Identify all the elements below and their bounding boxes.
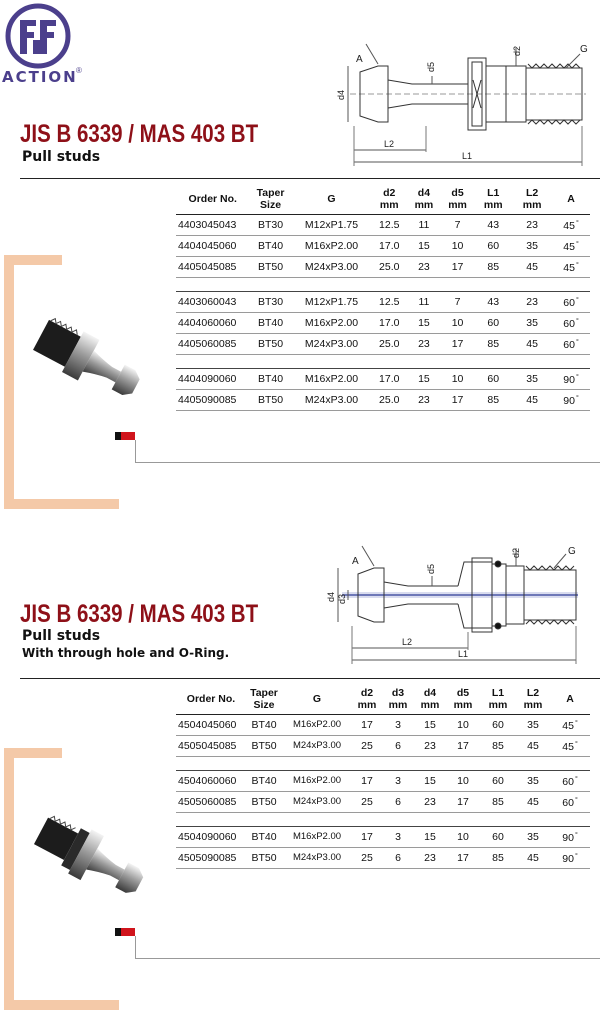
table-row [176, 214, 590, 235]
table-cell: 60° [550, 791, 590, 812]
table-cell: 45 [512, 333, 552, 354]
table-cell: 10 [446, 826, 480, 847]
table-cell: 90° [552, 368, 590, 389]
table-cell: 45 [516, 847, 550, 868]
table-row [176, 826, 590, 847]
table-cell: BT40 [246, 770, 282, 791]
group-separator [176, 756, 590, 770]
table-cell: 35 [512, 235, 552, 256]
table-header-row [176, 684, 590, 714]
section1-label-L1: L1 [462, 151, 473, 161]
section2-technical-drawing [322, 540, 582, 670]
section2-subtitle: Pull studs [22, 628, 101, 644]
table-cell: 45° [550, 714, 590, 735]
table-cell: 23 [512, 291, 552, 312]
table-cell: 85 [480, 791, 516, 812]
table-cell: 4504060060 [176, 770, 246, 791]
table-cell: 10 [441, 312, 475, 333]
degree-symbol: ° [575, 317, 579, 325]
table-cell: 17.0 [371, 235, 407, 256]
column-header: d2 mm [371, 184, 407, 214]
column-header: Order No. [176, 684, 246, 714]
table-cell: 25 [352, 791, 382, 812]
table-cell: 15 [414, 770, 446, 791]
table-cell: 60° [552, 312, 590, 333]
degree-symbol: ° [574, 775, 578, 783]
table-cell: 45 [512, 256, 552, 277]
section2-subtitle-detail: With through hole and O-Ring. [22, 646, 230, 660]
table-cell: M16xP2.00 [292, 235, 372, 256]
degree-symbol: ° [574, 831, 578, 839]
table-cell: 17 [441, 256, 475, 277]
table-cell: 45° [550, 735, 590, 756]
table-cell: 15 [407, 368, 441, 389]
table-cell: 4404090060 [176, 368, 250, 389]
table-cell: 43 [474, 214, 512, 235]
table-row [176, 312, 590, 333]
section1-bracket-bottom [4, 499, 119, 509]
table-cell: BT50 [250, 256, 292, 277]
table-cell: 85 [474, 389, 512, 410]
logo-registered-mark: ® [76, 66, 82, 75]
column-header: L2 mm [512, 184, 552, 214]
table-cell: BT50 [246, 847, 282, 868]
table-cell: 17 [446, 791, 480, 812]
table-cell: 17 [441, 333, 475, 354]
column-header: Taper Size [250, 184, 292, 214]
logo-wordmark: ACTION [2, 68, 78, 86]
table-cell: M24xP3.00 [282, 735, 352, 756]
section1-label-d5: d5 [426, 61, 436, 72]
section2-bracket-top [4, 748, 62, 758]
table-cell: M16xP2.00 [292, 368, 372, 389]
table-cell: 35 [512, 312, 552, 333]
table-cell: M12xP1.75 [292, 291, 372, 312]
degree-symbol: ° [574, 796, 578, 804]
section2-product-photo [28, 808, 158, 918]
section2-label-d3: d3 [337, 593, 347, 604]
table-cell: 15 [414, 826, 446, 847]
table-cell: 17 [352, 826, 382, 847]
table-cell: 4405090085 [176, 389, 250, 410]
table-cell: 10 [446, 714, 480, 735]
table-cell: 45° [552, 214, 590, 235]
column-header: d5 mm [446, 684, 480, 714]
table-cell: 4505045085 [176, 735, 246, 756]
section1-label-d2: d2 [512, 45, 522, 56]
table-cell: 60° [550, 770, 590, 791]
table-cell: 25.0 [371, 333, 407, 354]
table-cell: 7 [441, 214, 475, 235]
table-cell: BT40 [250, 312, 292, 333]
section1-label-d4: d4 [336, 89, 346, 100]
table-cell: 45 [516, 735, 550, 756]
column-header: G [282, 684, 352, 714]
table-cell: 90° [552, 389, 590, 410]
table-cell: 23 [407, 256, 441, 277]
table-cell: M16xP2.00 [282, 770, 352, 791]
table-cell: 35 [516, 714, 550, 735]
column-header: G [292, 184, 372, 214]
table-cell: BT40 [250, 235, 292, 256]
table-cell: 85 [480, 735, 516, 756]
table-cell: 17 [352, 714, 382, 735]
table-cell: M16xP2.00 [282, 714, 352, 735]
table-cell: 4405060085 [176, 333, 250, 354]
table-cell: BT30 [250, 291, 292, 312]
column-header: d4 mm [407, 184, 441, 214]
degree-symbol: ° [575, 338, 579, 346]
table-cell: 6 [382, 735, 414, 756]
section1-title: JIS B 6339 / MAS 403 BT [20, 120, 259, 148]
table-row [176, 333, 590, 354]
table-cell: 4504090060 [176, 826, 246, 847]
table-cell: 60 [480, 826, 516, 847]
column-header: L1 mm [474, 184, 512, 214]
column-header: A [552, 184, 590, 214]
table-cell: 45° [552, 235, 590, 256]
section2-label-L1: L1 [458, 649, 469, 659]
table-cell: 17.0 [371, 312, 407, 333]
table-cell: 12.5 [371, 291, 407, 312]
table-cell: 4404045060 [176, 235, 250, 256]
table-cell: 60° [552, 333, 590, 354]
section1-spec-table [176, 184, 590, 411]
table-cell: 60 [474, 312, 512, 333]
table-cell: BT40 [250, 368, 292, 389]
section2-label-d2: d2 [511, 547, 521, 558]
table-cell: 4504045060 [176, 714, 246, 735]
section1-divider [20, 178, 600, 179]
table-cell: 35 [512, 368, 552, 389]
section1-label-L2: L2 [384, 139, 395, 149]
degree-symbol: ° [575, 240, 579, 248]
table-cell: 7 [441, 291, 475, 312]
table-cell: M16xP2.00 [292, 312, 372, 333]
table-row [176, 389, 590, 410]
degree-symbol: ° [575, 296, 579, 304]
table-cell: 3 [382, 826, 414, 847]
section2-label-A: A [352, 556, 359, 567]
column-header: d2 mm [352, 684, 382, 714]
table-row [176, 735, 590, 756]
group-separator [176, 354, 590, 368]
table-cell: 12.5 [371, 214, 407, 235]
table-cell: M24xP3.00 [282, 791, 352, 812]
degree-symbol: ° [575, 394, 579, 402]
table-cell: 15 [407, 235, 441, 256]
section1-label-G: G [580, 44, 588, 55]
table-cell: 25.0 [371, 256, 407, 277]
table-cell: 23 [414, 791, 446, 812]
table-row [176, 291, 590, 312]
degree-symbol: ° [575, 219, 579, 227]
section2-label-d5: d5 [426, 563, 436, 574]
table-cell: 23 [407, 333, 441, 354]
table-cell: 23 [414, 735, 446, 756]
degree-symbol: ° [574, 852, 578, 860]
table-row [176, 770, 590, 791]
section2-bracket-decoration [4, 748, 14, 1010]
table-cell: M24xP3.00 [292, 256, 372, 277]
table-cell: 15 [414, 714, 446, 735]
table-cell: 4403060043 [176, 291, 250, 312]
table-cell: M24xP3.00 [292, 333, 372, 354]
table-cell: 3 [382, 714, 414, 735]
table-cell: 25 [352, 847, 382, 868]
column-header: A [550, 684, 590, 714]
section2-bracket-bottom [4, 1000, 119, 1010]
table-row [176, 714, 590, 735]
table-row [176, 791, 590, 812]
table-cell: BT50 [246, 735, 282, 756]
group-separator [176, 812, 590, 826]
column-header: d5 mm [441, 184, 475, 214]
table-cell: 45° [552, 256, 590, 277]
table-header-row [176, 184, 590, 214]
table-cell: M24xP3.00 [292, 389, 372, 410]
table-cell: 23 [414, 847, 446, 868]
column-header: d3 mm [382, 684, 414, 714]
column-header: L1 mm [480, 684, 516, 714]
table-cell: 6 [382, 847, 414, 868]
table-cell: 60 [474, 235, 512, 256]
table-cell: 6 [382, 791, 414, 812]
column-header: Taper Size [246, 684, 282, 714]
table-cell: 17.0 [371, 368, 407, 389]
table-cell: 4405045085 [176, 256, 250, 277]
table-cell: 90° [550, 847, 590, 868]
table-cell: 4403045043 [176, 214, 250, 235]
table-row [176, 235, 590, 256]
table-cell: 60 [480, 714, 516, 735]
table-cell: 3 [382, 770, 414, 791]
table-cell: 85 [480, 847, 516, 868]
section1-product-photo [28, 312, 158, 422]
table-cell: 35 [516, 770, 550, 791]
table-cell: 25 [352, 735, 382, 756]
degree-symbol: ° [575, 373, 579, 381]
table-cell: BT30 [250, 214, 292, 235]
logo-emblem-icon [0, 0, 90, 72]
table-cell: 11 [407, 214, 441, 235]
column-header: L2 mm [516, 684, 550, 714]
table-cell: M24xP3.00 [282, 847, 352, 868]
table-cell: BT40 [246, 714, 282, 735]
table-cell: 43 [474, 291, 512, 312]
table-cell: 45 [516, 791, 550, 812]
table-cell: 4404060060 [176, 312, 250, 333]
section2-label-L2: L2 [402, 637, 413, 647]
table-cell: 11 [407, 291, 441, 312]
table-cell: 10 [441, 368, 475, 389]
brand-logo [0, 0, 90, 92]
table-cell: BT40 [246, 826, 282, 847]
section1-bracket-decoration [4, 255, 14, 509]
section1-bracket-top [4, 255, 62, 265]
degree-symbol: ° [575, 261, 579, 269]
table-cell: 90° [550, 826, 590, 847]
table-cell: 85 [474, 256, 512, 277]
table-cell: 17 [441, 389, 475, 410]
table-cell: 60 [474, 368, 512, 389]
table-cell: 10 [441, 235, 475, 256]
section2-spec-table [176, 684, 590, 869]
section1-technical-drawing [330, 40, 590, 170]
section1-label-A: A [356, 54, 363, 65]
table-cell: BT50 [246, 791, 282, 812]
table-cell: 25.0 [371, 389, 407, 410]
section1-accent-marker [115, 432, 135, 440]
table-cell: 17 [446, 847, 480, 868]
section2-accent-line-h [135, 958, 600, 959]
section2-accent-line-v [135, 936, 136, 958]
degree-symbol: ° [574, 740, 578, 748]
table-cell: 85 [474, 333, 512, 354]
table-cell: BT50 [250, 333, 292, 354]
table-cell: M16xP2.00 [282, 826, 352, 847]
section1-subtitle: Pull studs [22, 149, 101, 165]
table-cell: 4505060085 [176, 791, 246, 812]
table-row [176, 368, 590, 389]
table-cell: 10 [446, 770, 480, 791]
section1-accent-line-v [135, 440, 136, 462]
table-cell: 17 [446, 735, 480, 756]
table-cell: 4505090085 [176, 847, 246, 868]
table-row [176, 256, 590, 277]
table-row [176, 847, 590, 868]
table-cell: 35 [516, 826, 550, 847]
table-cell: 45 [512, 389, 552, 410]
table-cell: M12xP1.75 [292, 214, 372, 235]
section2-title: JIS B 6339 / MAS 403 BT [20, 600, 259, 628]
column-header: Order No. [176, 184, 250, 214]
table-cell: 60° [552, 291, 590, 312]
table-cell: 60 [480, 770, 516, 791]
table-cell: 23 [512, 214, 552, 235]
table-cell: 23 [407, 389, 441, 410]
table-cell: 15 [407, 312, 441, 333]
section2-divider [20, 678, 600, 679]
section1-accent-line-h [135, 462, 600, 463]
table-cell: BT50 [250, 389, 292, 410]
section2-label-d4: d4 [326, 591, 336, 602]
table-cell: 17 [352, 770, 382, 791]
section2-label-G: G [568, 546, 576, 557]
section2-accent-marker [115, 928, 135, 936]
degree-symbol: ° [574, 719, 578, 727]
group-separator [176, 277, 590, 291]
column-header: d4 mm [414, 684, 446, 714]
